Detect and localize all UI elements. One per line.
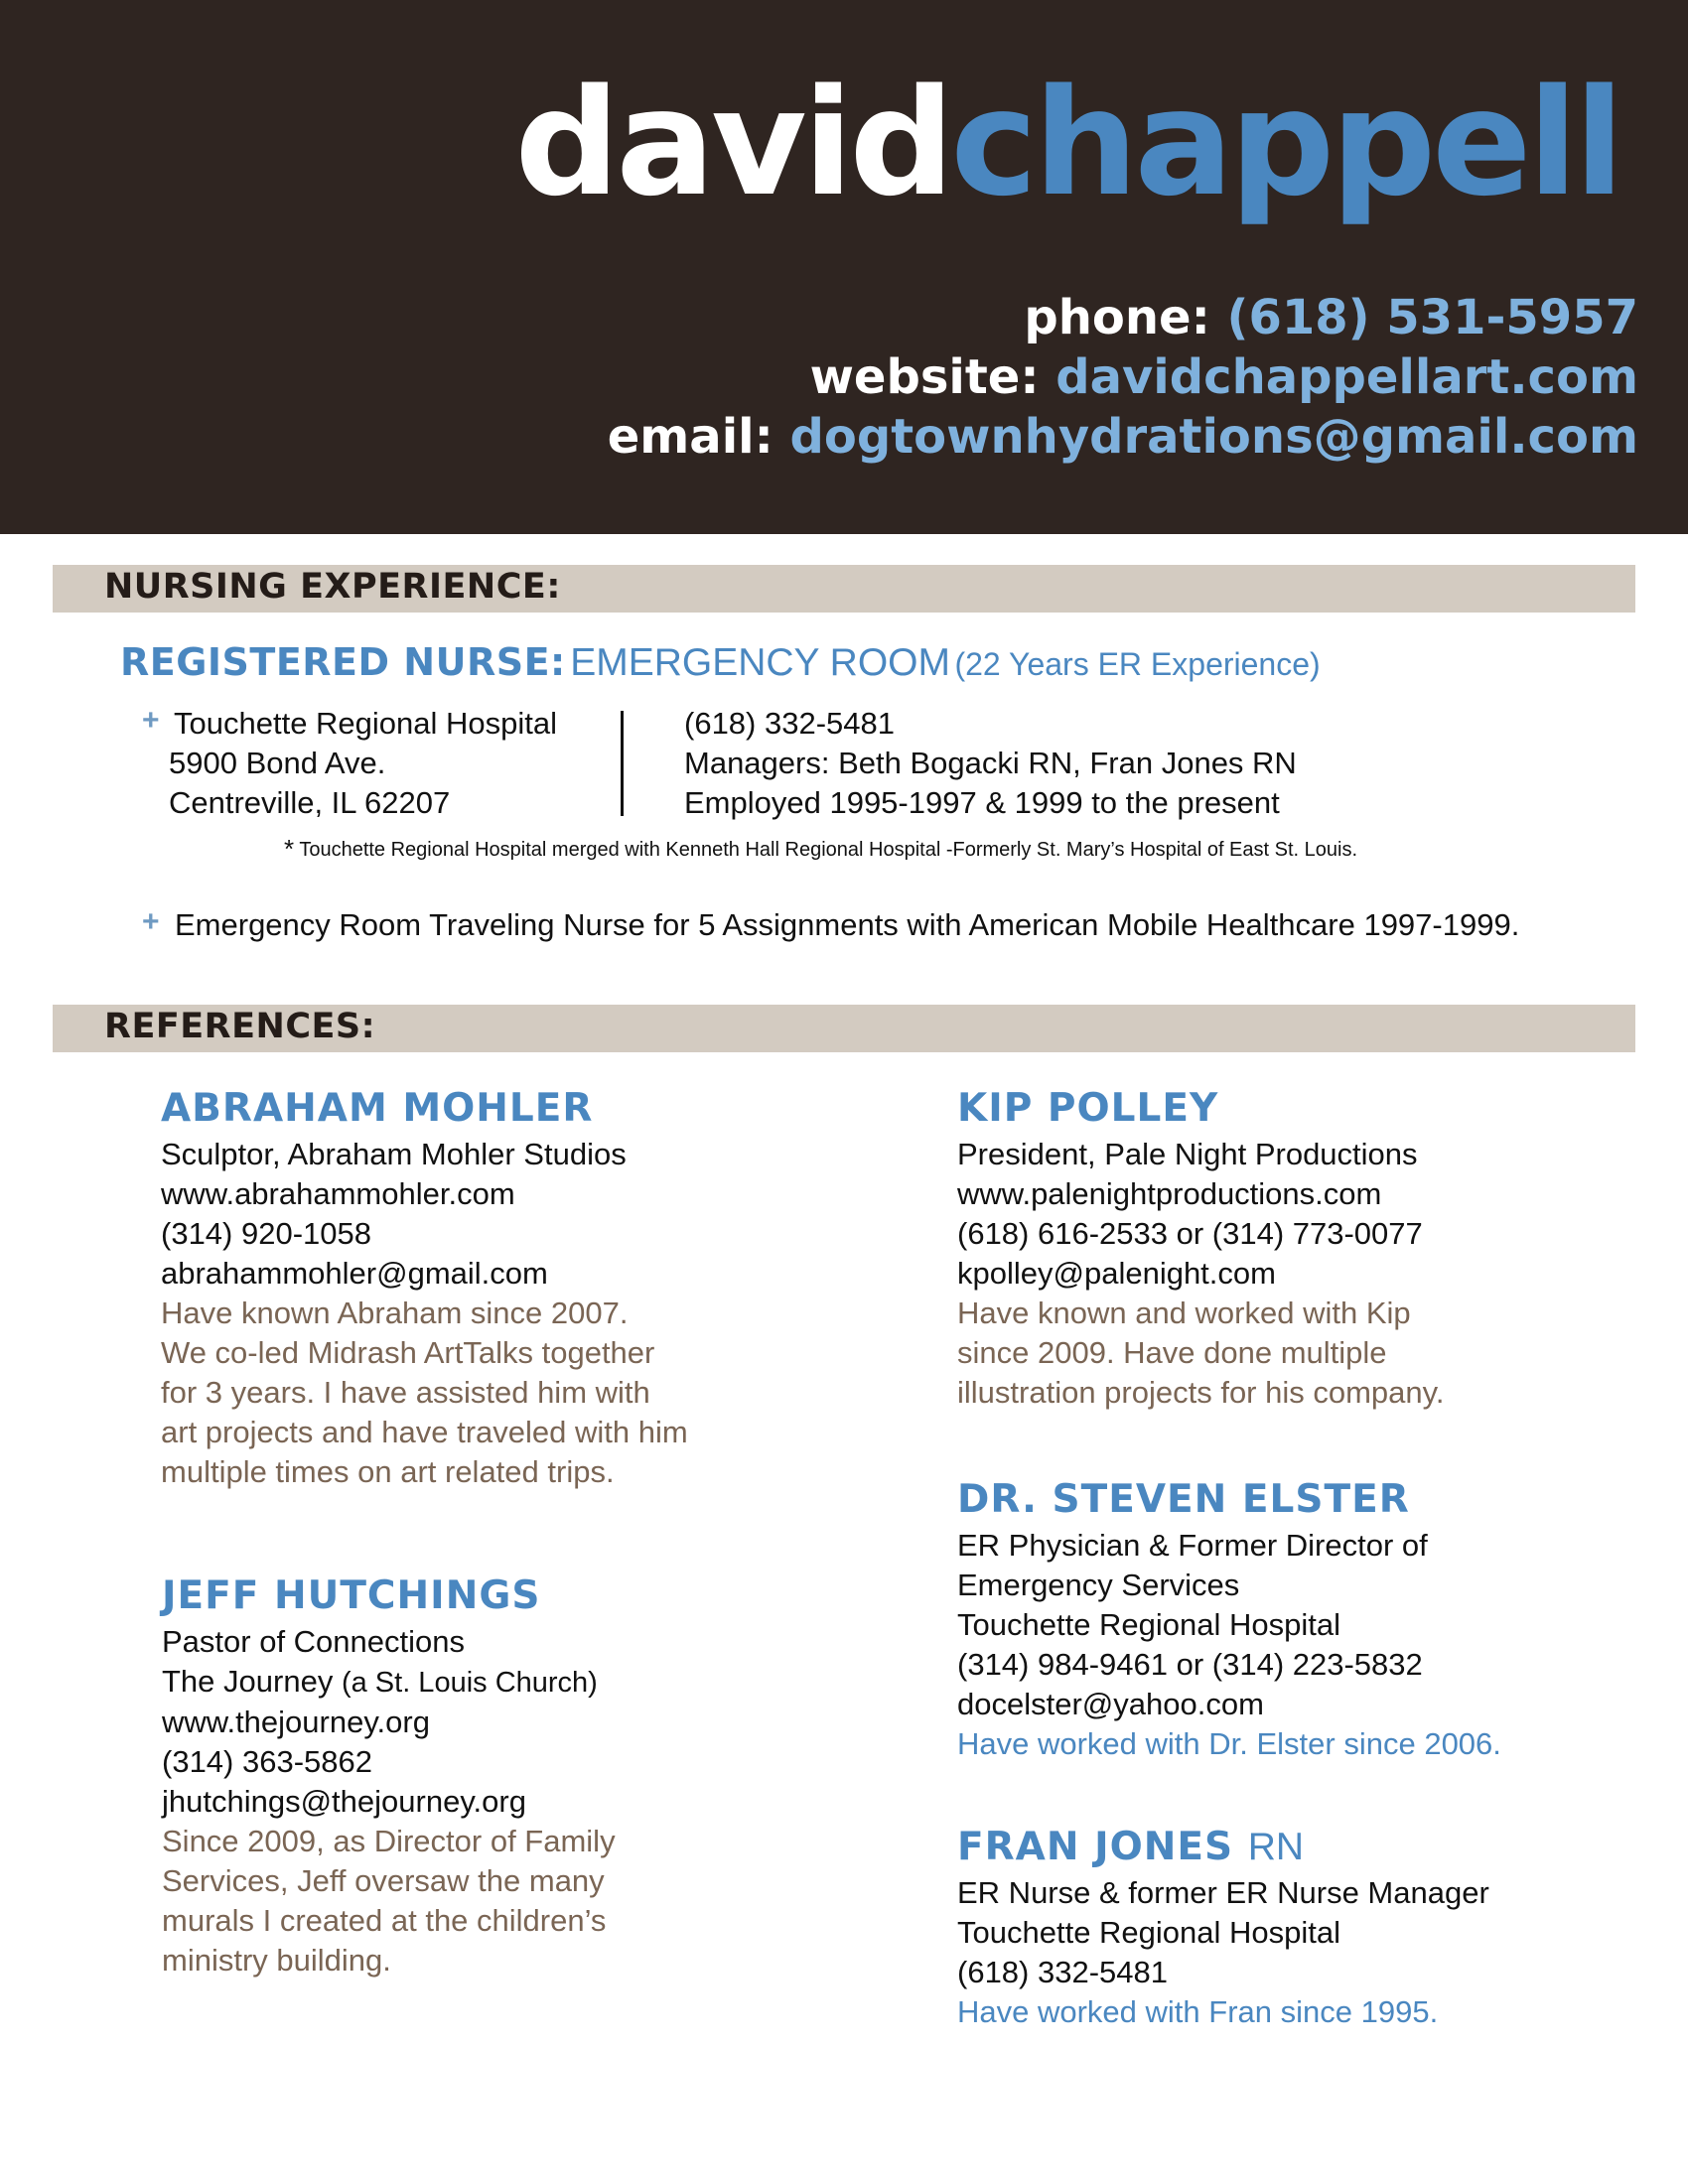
footnote-text: Touchette Regional Hospital merged with Kenneth Hall Regional Hospital -Formerly St. Mary’s Hospital of East St. Louis. <box>299 839 1358 861</box>
reference-note: for 3 years. I have assisted him with <box>161 1375 650 1410</box>
reference-note: Have worked with Dr. Elster since 2006. <box>957 1726 1501 1761</box>
email-line <box>608 407 1638 467</box>
reference-website[interactable]: www.palenightproductions.com <box>957 1176 1382 1211</box>
reference-note: illustration projects for his company. <box>957 1375 1445 1410</box>
references-bar <box>53 1005 1635 1052</box>
reference-organization: Touchette Regional Hospital <box>957 1607 1341 1642</box>
job-years: (22 Years ER Experience) <box>954 646 1321 682</box>
reference-title: ER Physician & Former Director of <box>957 1528 1428 1563</box>
reference-name: ABRAHAM MOHLER <box>161 1086 594 1131</box>
reference-organization <box>162 1662 616 1703</box>
reference-title: President, Pale Night Productions <box>957 1137 1418 1171</box>
email-label: email: <box>607 409 774 465</box>
reference-note: Have known and worked with Kip <box>957 1296 1411 1330</box>
reference-organization: Touchette Regional Hospital <box>957 1915 1341 1950</box>
reference-title: ER Nurse & former ER Nurse Manager <box>957 1875 1489 1910</box>
reference-name: FRAN JONES <box>957 1825 1234 1869</box>
plus-bullet-icon: + <box>142 905 160 938</box>
website-line <box>608 347 1638 407</box>
reference-abraham-mohler <box>161 1085 688 1492</box>
phone-line <box>608 288 1638 347</box>
job-title <box>120 635 1321 698</box>
reference-name: JEFF HUTCHINGS <box>162 1573 541 1618</box>
employment-dates: Employed 1995-1997 & 1999 to the present <box>684 785 1280 820</box>
reference-name: KIP POLLEY <box>957 1086 1219 1131</box>
phone-label: phone: <box>1024 290 1210 345</box>
hospital-managers: Managers: Beth Bogacki RN, Fran Jones RN <box>684 746 1297 780</box>
candidate-name <box>514 58 1620 228</box>
email-link[interactable]: dogtownhydrations@gmail.com <box>789 409 1638 465</box>
reference-kip-polley <box>957 1085 1444 1413</box>
reference-phone: (314) 920-1058 <box>161 1216 371 1251</box>
website-label: website: <box>809 349 1040 405</box>
reference-phone: (618) 332-5481 <box>957 1955 1168 1989</box>
reference-credential: RN <box>1247 1826 1305 1868</box>
website-link[interactable]: davidchappellart.com <box>1055 349 1638 405</box>
merger-footnote <box>284 834 1357 865</box>
reference-phone: (314) 984-9461 or (314) 223-5832 <box>957 1647 1423 1682</box>
reference-email[interactable]: docelster@yahoo.com <box>957 1687 1264 1721</box>
reference-title: Pastor of Connections <box>162 1624 466 1659</box>
reference-title: Sculptor, Abraham Mohler Studios <box>161 1137 627 1171</box>
reference-note: multiple times on art related trips. <box>161 1454 615 1489</box>
reference-name-line <box>957 1824 1489 1871</box>
contact-info <box>608 288 1638 467</box>
job-department: EMERGENCY ROOM <box>570 641 951 684</box>
reference-note: since 2009. Have done multiple <box>957 1335 1387 1370</box>
resume-header <box>0 0 1688 534</box>
reference-note: ministry building. <box>162 1943 391 1978</box>
reference-email[interactable]: jhutchings@thejourney.org <box>162 1784 526 1819</box>
column-divider <box>621 711 624 816</box>
phone-value: (618) 531-5957 <box>1226 290 1638 345</box>
first-name: david <box>514 58 951 228</box>
nursing-experience-heading: NURSING EXPERIENCE: <box>104 567 561 607</box>
reference-title-cont: Emergency Services <box>957 1568 1240 1602</box>
hospital-street: 5900 Bond Ave. <box>169 746 386 780</box>
reference-note: Have known Abraham since 2007. <box>161 1296 629 1330</box>
reference-email[interactable]: kpolley@palenight.com <box>957 1256 1276 1291</box>
job-role: REGISTERED NURSE: <box>120 640 566 684</box>
reference-note: Have worked with Fran since 1995. <box>957 1994 1439 2029</box>
reference-note: We co-led Midrash ArtTalks together <box>161 1335 655 1370</box>
reference-name: DR. STEVEN ELSTER <box>957 1477 1410 1522</box>
reference-note: murals I created at the children’s <box>162 1903 607 1938</box>
church-name: The Journey <box>162 1664 334 1699</box>
reference-jeff-hutchings <box>162 1572 616 1980</box>
reference-note: Services, Jeff oversaw the many <box>162 1863 605 1898</box>
nursing-experience-bar <box>53 565 1635 613</box>
reference-phone: (314) 363-5862 <box>162 1744 372 1779</box>
hospital-phone: (618) 332-5481 <box>684 706 895 741</box>
reference-phone: (618) 616-2533 or (314) 773-0077 <box>957 1216 1423 1251</box>
references-heading: REFERENCES: <box>104 1007 376 1046</box>
reference-note: Since 2009, as Director of Family <box>162 1824 616 1858</box>
reference-note: art projects and have traveled with him <box>161 1415 688 1449</box>
plus-bullet-icon: + <box>142 704 160 737</box>
hospital-city: Centreville, IL 62207 <box>169 785 451 820</box>
last-name: chappell <box>950 58 1620 228</box>
reference-steven-elster <box>957 1476 1501 1764</box>
reference-website[interactable]: www.thejourney.org <box>162 1705 430 1739</box>
traveling-nurse-entry: Emergency Room Traveling Nurse for 5 Assignments with American Mobile Healthcare 1997-1999. <box>175 907 1520 942</box>
footnote-star: * <box>284 834 295 864</box>
reference-email[interactable]: abrahammohler@gmail.com <box>161 1256 548 1291</box>
reference-fran-jones <box>957 1824 1489 2032</box>
church-description: (a St. Louis Church) <box>341 1667 598 1699</box>
hospital-name: Touchette Regional Hospital <box>174 706 558 741</box>
reference-website[interactable]: www.abrahammohler.com <box>161 1176 515 1211</box>
